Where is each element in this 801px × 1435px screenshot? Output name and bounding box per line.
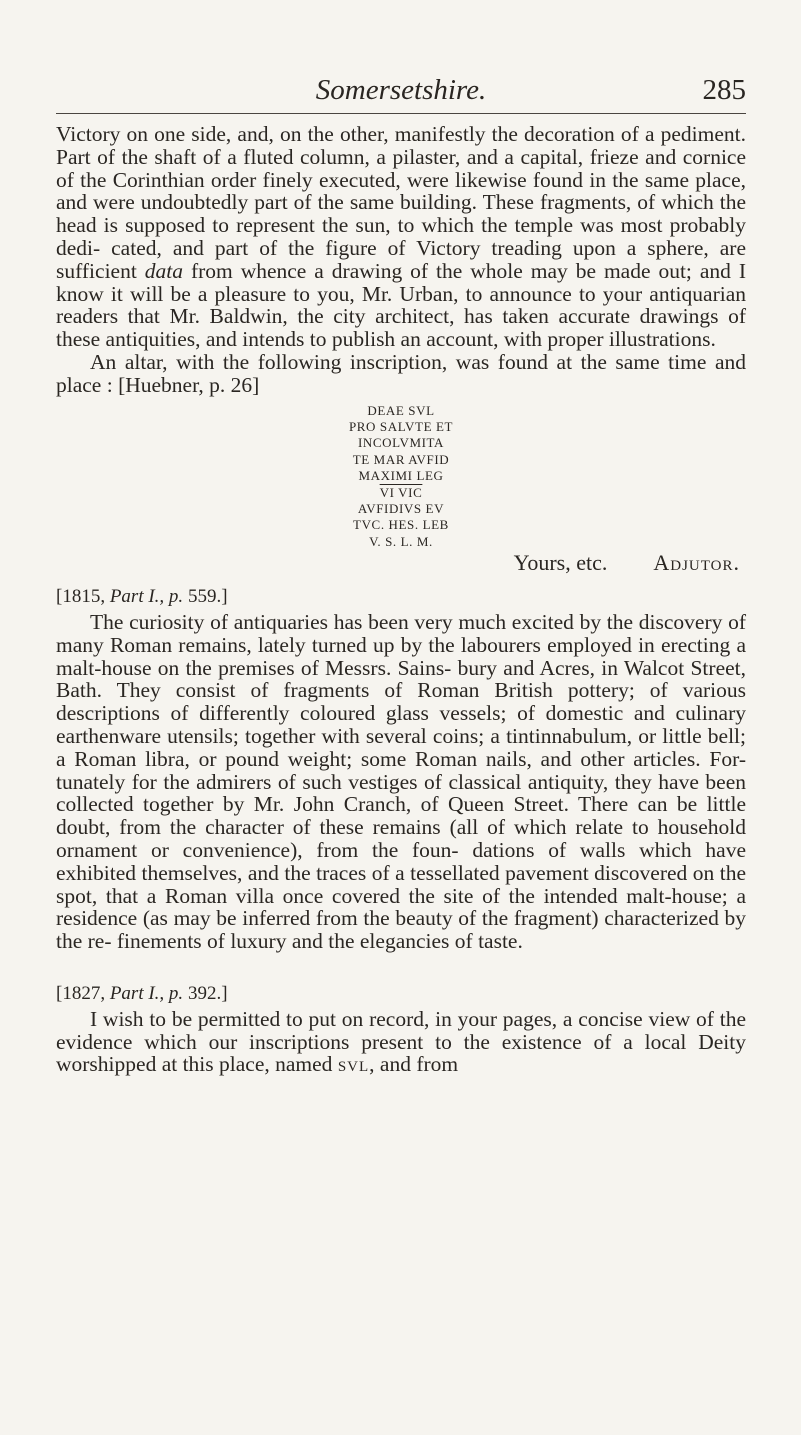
paragraph-deity (56, 1008, 746, 1076)
citation-year: [1815, (56, 586, 110, 608)
citation-page: 559.] (183, 586, 228, 608)
inscription-line: AVFIDIVS EV (357, 501, 445, 516)
paragraph-deity-part-b: , and from (369, 1052, 459, 1077)
paragraph-altar: An altar, with the following inscription, was found at the same time and place : [Huebner, p. 26] (56, 349, 746, 397)
running-title: Somersetshire. (315, 74, 487, 106)
paragraph-walcot: The curiosity of antiquaries has been very much excited by the discovery of many Roman remains, lately turned up by the labourers employed in erecting a malt-house on the premises of Messrs. Sains- bury and Acres, in Walcot Street, Bath. They consist of fragments of Roman British pottery; of various descriptions of differently coloured glass vessels; of domestic and culinary earthenware utensils; together with several coins; a tintinnabulum, or little bell; a Roman libra, or pound weight; some Roman nails, and other articles. For- tunately for the admirers of such vestiges of classical antiquity, they have been collected together by Mr. John Cranch, of Queen Street. There can be little doubt, from the character of these remains (all of which relate to household ornament or convenience), from the foun- dations of walls which have exhibited themselves, and the traces of a tessellated pavement discovered on the spot, that a Roman villa once covered the site of the intended malt-house; a residence (as may be inferred from the beauty of the fragment) characterized by the re- finements of luxury and the elegancies of taste. (56, 610, 746, 954)
citation-part: Part I., p. (109, 586, 184, 608)
page-number: 285 (702, 74, 746, 106)
inscription-line: TVC. HES. LEB (353, 517, 449, 533)
deity-name: svl (337, 1052, 370, 1077)
page-header (56, 68, 746, 108)
paragraph-victory (56, 123, 746, 351)
inscription-line: INCOLVMITA (357, 435, 445, 451)
inscription-line: VI VIC (379, 484, 423, 500)
paragraph-victory-part-b: from whence a drawing of the whole may be made out; and I know it will be a pleasure to you, Mr. Urban, to announce to your antiquarian readers that Mr. Baldwin, the city architect, has taken accurate drawings of these antiquities, and intends to publish an account, with proper illustrations. (56, 258, 746, 352)
header-rule (56, 113, 746, 114)
inscription-line: TE MAR AVFID (352, 451, 450, 467)
inscription-line: DEAE SVL (367, 402, 435, 418)
inscription-line: V. S. L. M. (369, 533, 433, 549)
citation-page: 392.] (183, 982, 228, 1004)
inscription-line: PRO SALVTE ET (348, 418, 454, 434)
citation-1827 (56, 983, 746, 1006)
closing: Yours, etc. (513, 550, 608, 576)
altar-inscription (56, 403, 746, 551)
inscription-line: MAXIMI LEG (358, 468, 444, 484)
paragraph-victory-part-a: Victory on one side, and, on the other, manifestly the decoration of a pediment. Part of the shaft of a fluted column, a pilaster, and a capital, frieze and cornice of the Corinthian order finely executed, were likewise found in the same place, and were undoubtedly part of the same building. These fragments, of which the head is supposed to represent the sun, to which the temple was most probably dedi- cated, and part of the figure of Victory treading upon a sphere, are sufficient (56, 122, 746, 283)
citation-year: [1827, (56, 982, 110, 1004)
letter-signoff (56, 550, 740, 576)
paragraph-deity-part-a: I wish to be permitted to put on record, in your pages, a concise view of the evidence which our inscriptions present to the existence of a local Deity worshipped at this place, named (56, 1006, 746, 1077)
citation-part: Part I., p. (109, 982, 184, 1004)
body-text (56, 123, 746, 1076)
italic-word-data: data (144, 258, 183, 283)
signature: Adjutor. (653, 550, 740, 576)
citation-1815 (56, 586, 746, 609)
